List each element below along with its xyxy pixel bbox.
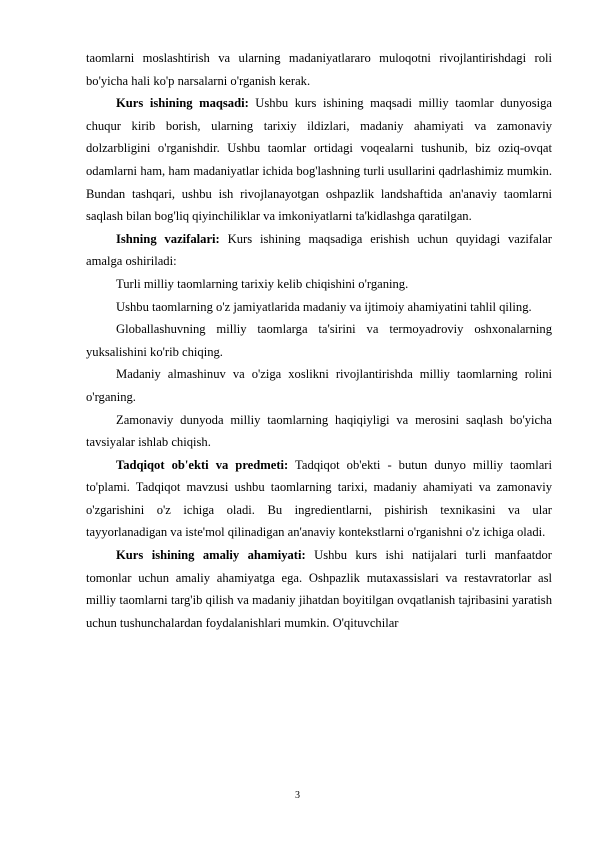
paragraph-text: taomlarni moslashtirish va ularning madaniyatlararo muloqotni rivojlantirishdagi roli bo'yicha hali ko'p narsalarni o'rganish kerak. xyxy=(86,51,552,88)
paragraph-text: Tadqiqot ob'ekti - butun dunyo milliy taomlari to'plami. Tadqiqot mavzusi ushbu taomlarning tarixi, madaniy ahamiyati va zamonaviy o'zgarishini o'z ichiga oladi. Bu ingredientlarni, pishirish texnikasini va ular tayyorlanadigan va iste'mol qilinadigan an'anaviy kontekstlarni o'rganishni o'z ichiga oladi. xyxy=(86,457,552,540)
paragraph-text: Kurs ishining maqsadiga erishish uchun quyidagi vazifalar amalga oshiriladi: xyxy=(86,231,552,269)
paragraph-tasks xyxy=(86,228,552,273)
paragraph-heading: Tadqiqot ob'ekti va predmeti: xyxy=(116,457,289,472)
paragraph-text: Ushbu taomlarning o'z jamiyatlarida madaniy va ijtimoiy ahamiyatini tahlil qiling. xyxy=(116,299,532,314)
paragraph-continuation xyxy=(86,47,552,92)
paragraph-text: Globallashuvning milliy taomlarga ta'sirini va termoyadroviy oshxonalarning yuksalishini ko'rib chiqing. xyxy=(86,322,552,359)
task-item xyxy=(86,296,552,319)
paragraph-text: Ushbu kurs ishi natijalari turli manfaatdor tomonlar uchun amaliy ahamiyatga ega. Oshpazlik mutaxassislari va restavratorlar asl milliy taomlarni targ'ib qilish va madaniy jihatdan boyitilgan ovqatlanish tajribasini yaratish uchun tushunchalardan foydalanishlari mumkin. O'qituvchilar xyxy=(86,548,553,630)
paragraph-text: Madaniy almashinuv va o'ziga xoslikni rivojlantirishda milliy taomlarning rolini o'rganing. xyxy=(86,367,552,404)
task-item xyxy=(86,409,552,454)
page-number: 3 xyxy=(295,790,300,801)
task-item xyxy=(86,318,552,363)
paragraph-heading: Kurs ishining maqsadi: xyxy=(116,96,249,111)
paragraph-text: Turli milliy taomlarning tarixiy kelib chiqishini o'rganing. xyxy=(116,276,409,291)
paragraph-text: Zamonaviy dunyoda milliy taomlarning haqiqiyligi va merosini saqlash bo'yicha tavsiyalar ishlab chiqish. xyxy=(86,412,552,450)
task-item xyxy=(86,273,552,296)
paragraph-research-object xyxy=(86,454,552,544)
document-body xyxy=(86,47,552,634)
task-item xyxy=(86,363,552,408)
paragraph-practical-significance xyxy=(86,544,552,634)
paragraph-text: Ushbu kurs ishining maqsadi milliy taomlar dunyosiga chuqur kirib borish, ularning tarixiy ildizlari, madaniy ahamiyati va zamonaviy dolzarbligini o'rganishdir. Ushbu taomlar ortidagi voqealarni tushunib, biz oziq-ovqat odamlarni ham, ham madaniyatlar ichida bog'lashning turli usullarini qadrlashimiz mumkin. Bundan tashqari, ushbu ish rivojlanayotgan oshpazlik landshaftida an'anaviy taomlarni saqlash bilan bog'liq qiyinchiliklar va imkoniyatlarni ta'kidlashga qaratilgan. xyxy=(86,96,552,224)
paragraph-course-goal xyxy=(86,92,552,228)
paragraph-heading: Kurs ishining amaliy ahamiyati: xyxy=(116,548,306,563)
paragraph-heading: Ishning vazifalari: xyxy=(116,231,220,246)
